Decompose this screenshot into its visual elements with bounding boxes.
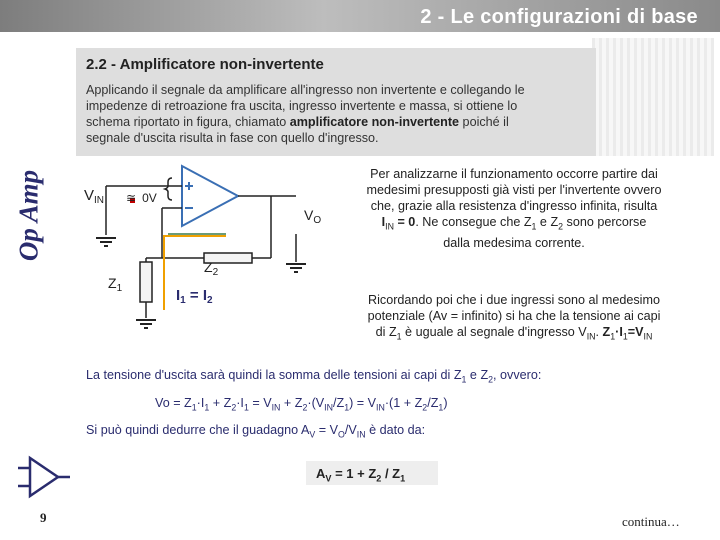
side-label	[14, 140, 44, 290]
vo-label: $V_O$	[304, 207, 322, 226]
zero-v-label: ≅ 0V	[126, 191, 157, 205]
current-equality-label: $I_1 = I_2$	[176, 287, 213, 306]
z1-resistor	[140, 262, 152, 302]
header-title: 2 - Le configurazioni di base	[420, 6, 698, 28]
potential-paragraph: Ricordando poi che i due ingressi sono al medesimo potenziale (Av = infinito) si ha che la tensione ai capi di $Z_1$ è uguale al segnale d'ingresso $V_{IN}$. $Z_1\cdot I_1=V_{IN}$	[367, 293, 661, 342]
intro-line-4: segnale d'uscita risulta in fase con quello d'ingresso.	[86, 131, 379, 145]
output-voltage-sentence: La tensione d'uscita sarà quindi la somma delle tensioni ai capi di $Z_1$ e $Z_2$, ovvero:	[86, 368, 542, 385]
intro-line-1: Applicando il segnale da amplificare all'ingresso non invertente e collegando le	[86, 83, 525, 97]
opamp-logo-icon	[12, 452, 72, 502]
opamp-triangle	[182, 166, 238, 226]
z1-label: $Z_1$	[108, 275, 123, 294]
intro-bold-term: amplificatore non-invertente	[289, 115, 460, 129]
circuit-diagram	[76, 160, 336, 340]
output-voltage-equation: $Vo = Z_1\cdot I_1 + Z_2\cdot I_1 = V_{IN} + Z_2\cdot(V_{IN}/Z_1) = V_{IN}\cdot(1 + Z_2/Z_1)$	[155, 396, 448, 413]
intro-line-2: impedenze di retroazione fra uscita, ingresso invertente e massa, si ottiene lo	[86, 99, 518, 113]
gain-sentence: Si può quindi dedurre che il guadagno $A_V = V_O/V_{IN}$ è dato da:	[86, 423, 426, 440]
gain-formula: $A_V = 1 + Z_2 / Z_1$	[316, 466, 406, 484]
page-number: 9	[40, 510, 47, 525]
continue-link[interactable]: continua…	[622, 514, 680, 529]
chip-background-image	[592, 38, 714, 156]
vin-label: $V_{IN}$	[84, 187, 105, 206]
zero-v-brace	[165, 178, 172, 200]
intro-line-3: schema riportato in figura, chiamato amplificatore non-invertente poiché il	[86, 115, 509, 129]
intro-paragraph	[86, 82, 586, 146]
section-title: 2.2 - Amplificatore non-invertente	[86, 56, 324, 73]
z2-label: $Z_2$	[204, 259, 219, 278]
analysis-paragraph: Per analizzarne il funzionamento occorre partire dai medesimi presupposti già visti per l'invertente ovvero che, grazie alla resistenza d'ingresso infinita, risulta $I_{IN} = 0$. Ne consegue che $Z_1$ e $Z_2$ sono percorse dalla medesima corrente.	[366, 167, 662, 250]
side-label-text: Op Amp	[13, 169, 44, 262]
